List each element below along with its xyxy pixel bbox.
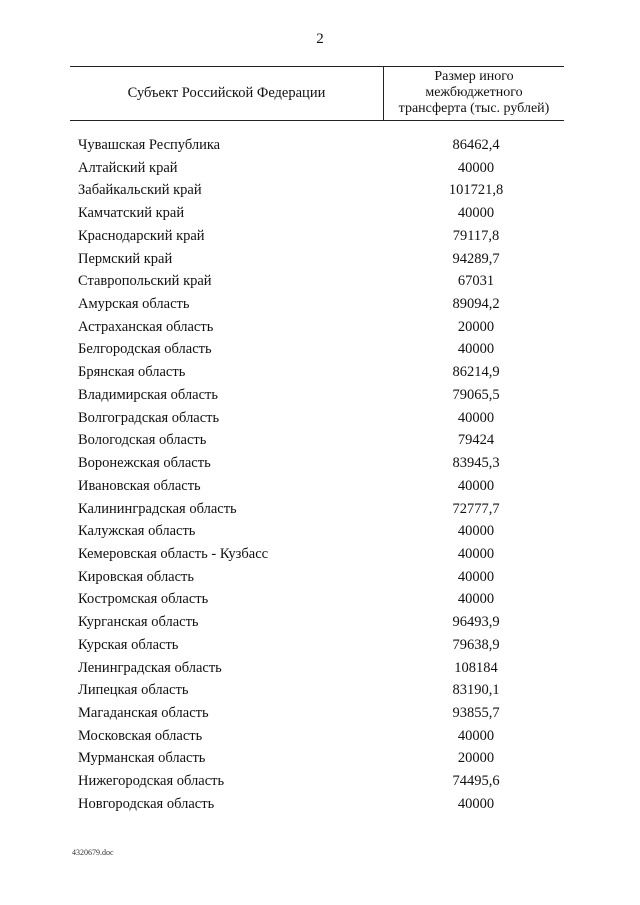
transfer-amount: 40000 xyxy=(457,545,495,562)
table-body xyxy=(0,137,640,819)
transfer-amount: 83945,3 xyxy=(452,455,500,472)
region-name: Калининградская область xyxy=(78,500,237,517)
region-name: Астраханская область xyxy=(78,318,214,335)
transfer-amount: 40000 xyxy=(457,523,495,540)
table-row xyxy=(0,637,640,660)
transfer-amount: 20000 xyxy=(457,750,495,767)
column-header-amount-line: трансферта (тыс. рублей) xyxy=(398,101,550,116)
document-filename: 4320679.doc xyxy=(72,848,114,857)
column-header-amount xyxy=(384,69,564,117)
table-row xyxy=(0,205,640,228)
region-name: Вологодская область xyxy=(78,432,207,449)
table-row xyxy=(0,160,640,183)
region-name: Краснодарский край xyxy=(78,227,205,244)
region-name: Кемеровская область - Кузбасс xyxy=(78,545,269,562)
region-name: Камчатский край xyxy=(78,205,185,222)
region-name: Новгородская область xyxy=(78,795,215,812)
transfer-amount: 40000 xyxy=(457,727,495,744)
region-name: Мурманская область xyxy=(78,750,206,767)
transfer-amount: 40000 xyxy=(457,795,495,812)
table-row xyxy=(0,478,640,501)
transfer-amount: 40000 xyxy=(457,205,495,222)
region-name: Кировская область xyxy=(78,568,195,585)
table-row xyxy=(0,614,640,637)
transfer-amount: 93855,7 xyxy=(452,704,500,721)
region-name: Алтайский край xyxy=(78,159,178,176)
transfer-amount: 94289,7 xyxy=(452,250,500,267)
table-row xyxy=(0,319,640,342)
region-name: Курская область xyxy=(78,636,179,653)
region-name: Амурская область xyxy=(78,296,190,313)
table-row xyxy=(0,591,640,614)
transfer-amount: 79424 xyxy=(457,432,495,449)
transfer-amount: 83190,1 xyxy=(452,682,500,699)
region-name: Пермский край xyxy=(78,250,173,267)
table-row xyxy=(0,728,640,751)
region-name: Курганская область xyxy=(78,614,199,631)
transfer-amount: 40000 xyxy=(457,477,495,494)
table-row xyxy=(0,546,640,569)
region-name: Калужская область xyxy=(78,523,196,540)
region-name: Ставропольский край xyxy=(78,273,212,290)
transfer-amount: 86214,9 xyxy=(452,364,500,381)
table-row xyxy=(0,796,640,819)
table-row xyxy=(0,432,640,455)
transfer-amount: 74495,6 xyxy=(452,773,500,790)
region-name: Владимирская область xyxy=(78,386,218,403)
transfer-amount: 40000 xyxy=(457,341,495,358)
table-row xyxy=(0,569,640,592)
transfer-amount: 108184 xyxy=(454,659,498,676)
region-name: Ленинградская область xyxy=(78,659,222,676)
transfer-amount: 67031 xyxy=(457,273,495,290)
region-name: Московская область xyxy=(78,727,203,744)
table-row xyxy=(0,523,640,546)
region-name: Костромская область xyxy=(78,591,209,608)
table-header xyxy=(70,66,564,121)
region-name: Брянская область xyxy=(78,364,186,381)
table-row xyxy=(0,341,640,364)
transfer-amount: 79117,8 xyxy=(452,227,500,244)
region-name: Забайкальский край xyxy=(78,182,202,199)
column-header-amount-line: Размер иного xyxy=(434,69,514,84)
transfer-amount: 40000 xyxy=(457,591,495,608)
transfer-amount: 72777,7 xyxy=(452,500,500,517)
region-name: Магаданская область xyxy=(78,704,209,721)
transfer-amount: 40000 xyxy=(457,409,495,426)
table-row xyxy=(0,273,640,296)
region-name: Липецкая область xyxy=(78,682,189,699)
transfer-amount: 101721,8 xyxy=(448,182,504,199)
table-row xyxy=(0,364,640,387)
transfer-amount: 79638,9 xyxy=(452,636,500,653)
transfer-amount: 79065,5 xyxy=(452,386,500,403)
transfer-amount: 20000 xyxy=(457,318,495,335)
table-row xyxy=(0,228,640,251)
region-name: Волгоградская область xyxy=(78,409,220,426)
column-header-amount-line: межбюджетного xyxy=(425,85,523,100)
transfer-amount: 40000 xyxy=(457,568,495,585)
table-row xyxy=(0,660,640,683)
table-row xyxy=(0,251,640,274)
table-row xyxy=(0,705,640,728)
table-row xyxy=(0,137,640,160)
transfer-amount: 86462,4 xyxy=(452,137,500,153)
region-name: Воронежская область xyxy=(78,455,211,472)
table-row xyxy=(0,296,640,319)
table-row xyxy=(0,501,640,524)
table-row xyxy=(0,455,640,478)
region-name: Чувашская Республика xyxy=(78,137,221,153)
region-name: Белгородская область xyxy=(78,341,212,358)
region-name: Нижегородская область xyxy=(78,773,225,790)
transfer-amount: 40000 xyxy=(457,159,495,176)
table-row xyxy=(0,387,640,410)
region-name: Ивановская область xyxy=(78,477,201,494)
page-number: 2 xyxy=(316,31,324,47)
transfer-amount: 89094,2 xyxy=(452,296,500,313)
transfer-amount: 96493,9 xyxy=(452,614,500,631)
table-row xyxy=(0,182,640,205)
table-row xyxy=(0,750,640,773)
table-row xyxy=(0,410,640,433)
table-row xyxy=(0,682,640,705)
column-header-region: Субъект Российской Федерации xyxy=(127,85,326,101)
table-row xyxy=(0,773,640,796)
